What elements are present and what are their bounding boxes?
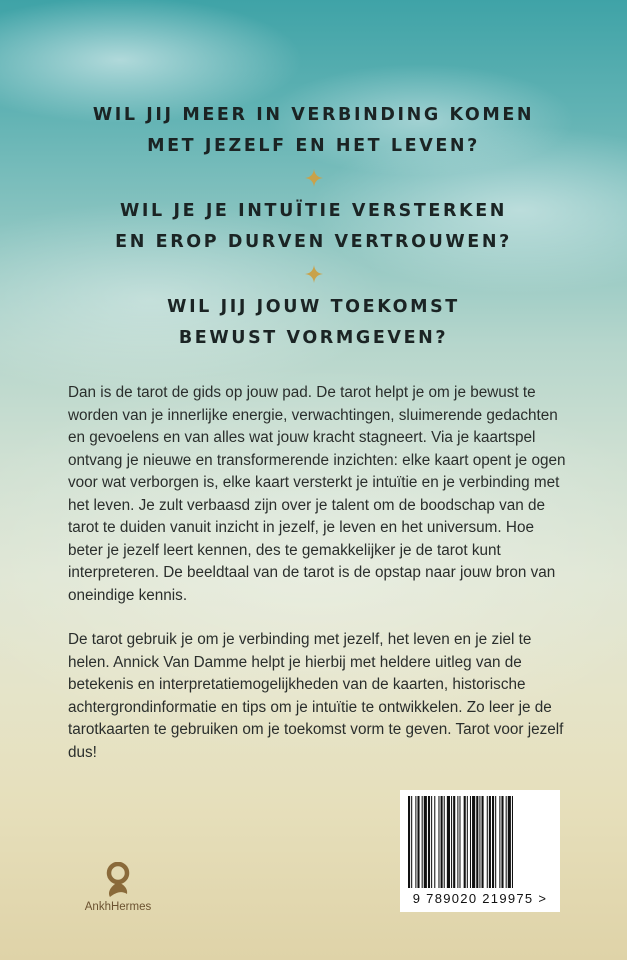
- gold-star-icon: [305, 169, 323, 187]
- blurb-paragraph-2: De tarot gebruik je om je verbinding met jezelf, het leven en je ziel te helen. Annick Van Damme helpt je hierbij met heldere uitleg van de betekenis en interpretatiemogelijkheden van de kaarten, historische achtergrondinformatie en tips om je intuïtie te ontwikkelen. Zo leer je de tarotkaarten te gebruiken om je toekomst vorm te geven. Tarot voor jezelf dus!: [68, 631, 564, 761]
- blurb-paragraph-1: Dan is de tarot de gids op jouw pad. De tarot helpt je om je bewust te worden van je innerlijke energie, verwachtingen, sluimerende gedachten en gevoelens en van alles wat jouw kracht stagneert. Via je kaartspel ontvang je nieuwe en transformerende inzichten: elke kaart opent je ogen voor wat verborgen is, elke kaart versterkt je intuïtie en je verbinding met het leven. Je zult verbaasd zijn over je talent om de boodschap van de tarot te duiden vanuit inzicht in jezelf, je leven en het universum. Hoe beter je jezelf leert kennen, des te gemakkelijker je de tarot kunt interpreteren. De beeldtaal van de tarot is de opstap naar jouw bron van oneindige kennis.: [68, 384, 566, 604]
- question-2-line-1: WIL JE JE INTUÏTIE VERSTERKEN: [120, 201, 507, 221]
- publisher-name: AnkhHermes: [84, 901, 152, 913]
- question-3-line-1: WIL JIJ JOUW TOEKOMST: [167, 297, 460, 317]
- question-2: [0, 196, 627, 258]
- question-1-line-2: MET JEZELF EN HET LEVEN?: [147, 136, 480, 156]
- question-1-line-1: WIL JIJ MEER IN VERBINDING KOMEN: [92, 105, 535, 125]
- question-3: [0, 292, 627, 354]
- blurb-text: [68, 382, 568, 786]
- publisher-logo: [82, 862, 154, 913]
- question-block: [0, 100, 627, 354]
- isbn-number: 9 789020 219975 >: [412, 891, 548, 906]
- isbn-barcode: [400, 790, 560, 912]
- gold-star-icon: [305, 265, 323, 283]
- question-3-line-2: BEWUST VORMGEVEN?: [178, 328, 449, 348]
- ankhhermes-logo-icon: [101, 862, 135, 898]
- barcode-bars: [408, 796, 552, 888]
- question-2-line-2: EN EROP DURVEN VERTROUWEN?: [115, 232, 512, 252]
- question-1: [0, 100, 627, 162]
